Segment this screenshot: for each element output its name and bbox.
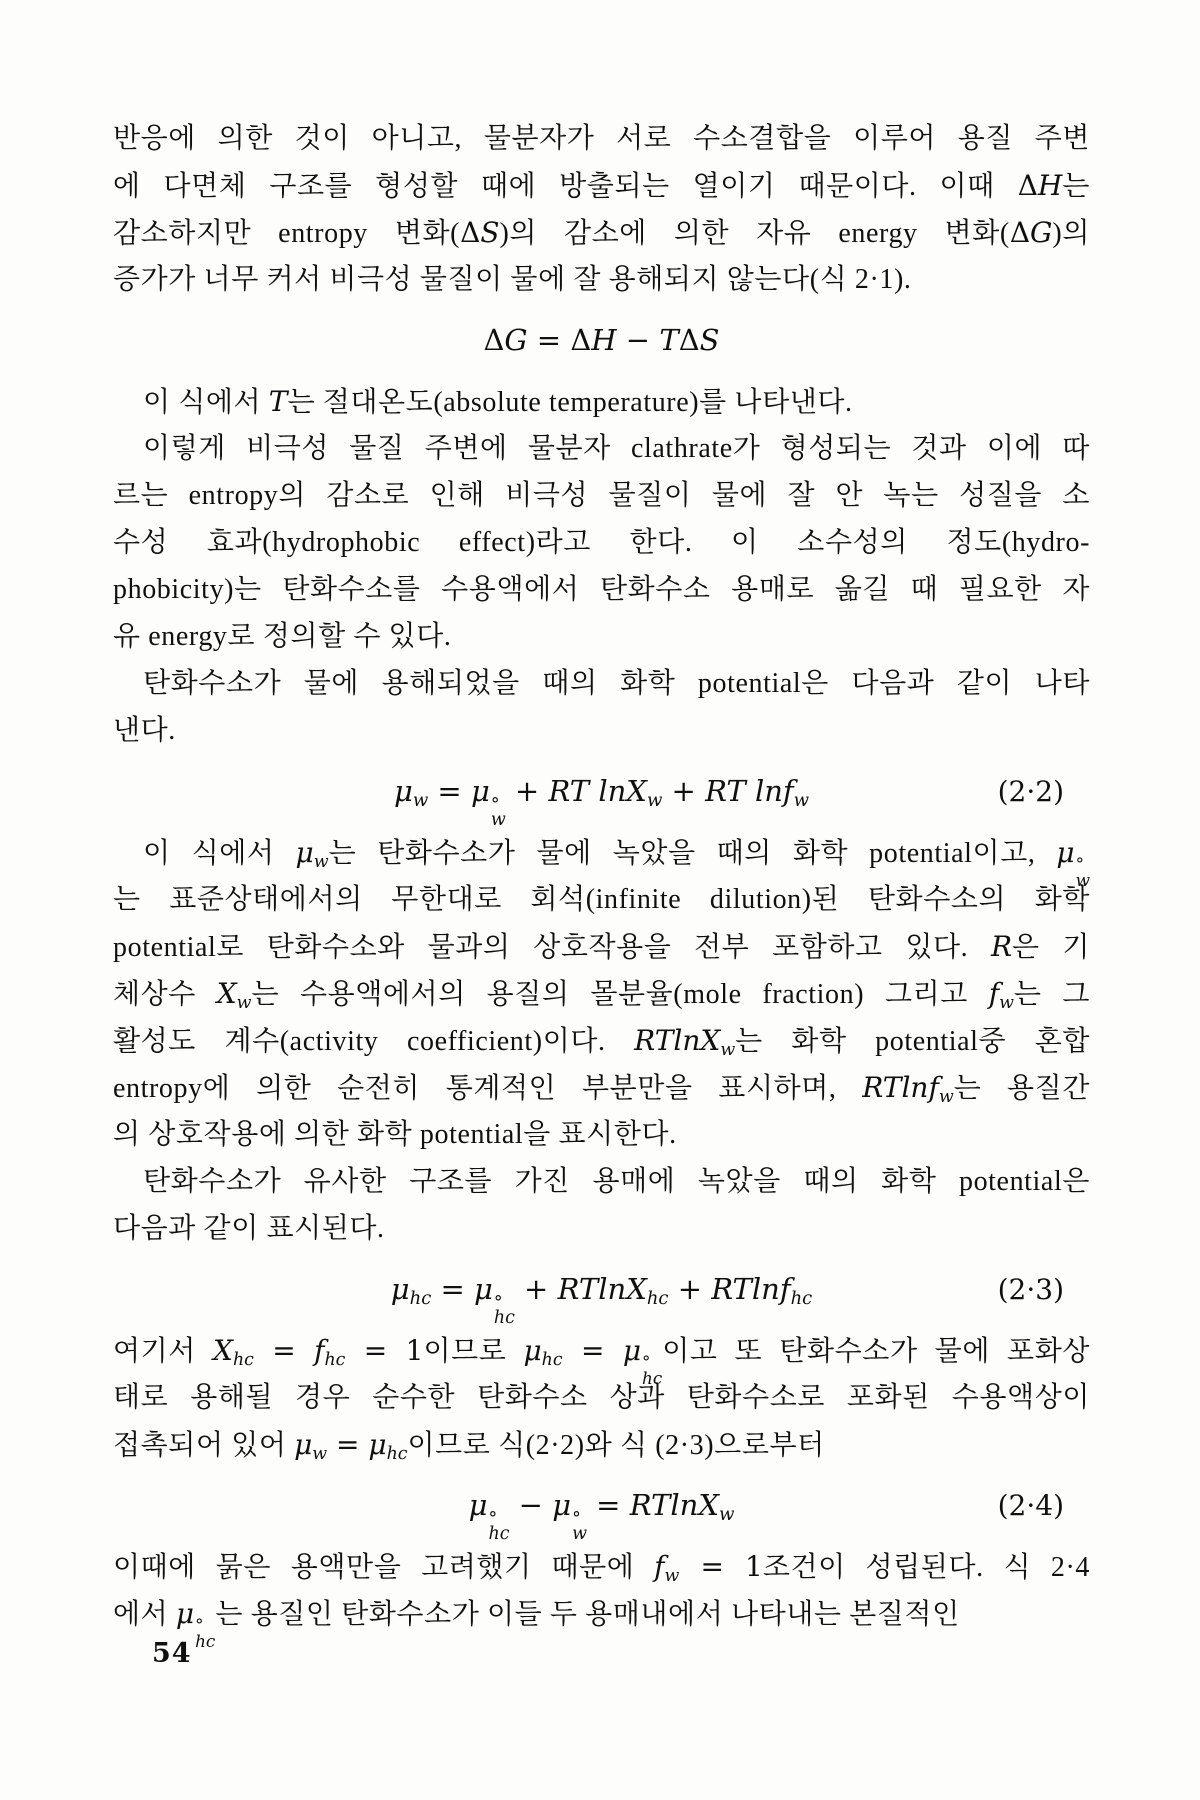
text-line: 다음과 같이 표시된다. bbox=[113, 1213, 385, 1244]
text-line: 탄화수소가 유사한 구조를 가진 용매에 녹았을 때의 화학 potential은 bbox=[143, 1166, 1090, 1197]
text-line: potential로 탄화수소와 물과의 상호작용을 전부 포함하고 있다. R은 기 bbox=[113, 930, 1090, 963]
text-line: 탄화수소가 물에 용해되었을 때의 화학 potential은 다음과 같이 나타 bbox=[143, 668, 1090, 699]
text-line: 낸다. bbox=[113, 715, 176, 746]
text-line: 태로 용해될 경우 순수한 탄화수소 상과 탄화수소로 포화된 수용액상이 bbox=[113, 1382, 1090, 1413]
text-line: 에 다면체 구조를 형성할 때에 방출되는 열이기 때문이다. 이때 ΔH는 bbox=[113, 169, 1090, 202]
text-line: 활성도 계수(activity coefficient)이다. RTlnX$_w$는 화학 potential중 혼합 bbox=[113, 1024, 1090, 1060]
page-body bbox=[113, 115, 1090, 1651]
text-line: entropy에 의한 순전히 통계적인 부분만을 표시하며, RTlnf$_w$는 용질간 bbox=[113, 1071, 1090, 1107]
text-line: 이렇게 비극성 물질 주변에 물분자 clathrate가 형성되는 것과 이에 따 bbox=[143, 433, 1090, 464]
equation-body: $\mu_{hc} = \mu$ ° hc + RTlnX$_{hc}$ + RTlnf$_{hc}$ bbox=[390, 1272, 813, 1329]
equation-number: (2·3) bbox=[997, 1273, 1064, 1306]
text-line: 에서 μ ° hc 는 용질인 탄화수소가 이들 두 용매내에서 나타내는 본질적인 bbox=[113, 1597, 960, 1651]
equation-number: (2·4) bbox=[997, 1489, 1064, 1522]
text-line: 반응에 의한 것이 아니고, 물분자가 서로 수소결합을 이루어 용질 주변 bbox=[113, 123, 1090, 154]
text-line: phobicity)는 탄화수소를 수용액에서 탄화수소 용매로 옮길 때 필요한 자 bbox=[113, 574, 1090, 605]
text-line: 이 식에서 T는 절대온도(absolute temperature)를 나타낸다. bbox=[143, 385, 853, 418]
text-line: 이 식에서 $\mu_w$는 탄화수소가 물에 녹았을 때의 화학 potential이고, μ ° w bbox=[143, 836, 1090, 890]
page-number: 54 bbox=[152, 1638, 192, 1669]
text-line: 수성 효과(hydrophobic effect)라고 한다. 이 소수성의 정도(hydro- bbox=[113, 527, 1090, 558]
text-line: 이때에 묽은 용액만을 고려했기 때문에 $f_w = 1$조건이 성립된다. 식 2·4 bbox=[113, 1550, 1090, 1586]
text-line: 여기서 $X_{hc} = f_{hc} = 1$이므로 $\mu_{hc} = \mu$ ° hc 이고 또 탄화수소가 물에 포화상 bbox=[113, 1334, 1090, 1388]
display-equation bbox=[113, 317, 1090, 364]
display-equation bbox=[113, 1482, 1090, 1545]
text-line: 르는 entropy의 감소로 인해 비극성 물질이 물에 잘 안 녹는 성질을 소 bbox=[113, 480, 1090, 511]
text-line: 증가가 너무 커서 비극성 물질이 물에 잘 용해되지 않는다(식 2·1). bbox=[113, 264, 912, 295]
display-equation bbox=[113, 768, 1090, 831]
text-line: 접촉되어 있어 $\mu_w = \mu_{hc}$이므로 식(2·2)와 식 (2·3)으로부터 bbox=[113, 1428, 825, 1464]
display-equation bbox=[113, 1266, 1090, 1329]
equation-body: ΔG = ΔH − TΔS bbox=[483, 323, 720, 357]
text-line: 의 상호작용에 의한 화학 potential을 표시한다. bbox=[113, 1119, 677, 1150]
text-line: 체상수 $X_w$는 수용액에서의 용질의 몰분율(mole fraction) 그리고 $f_w$는 그 bbox=[113, 977, 1090, 1013]
equation-number: (2·2) bbox=[997, 775, 1064, 808]
text-line: 감소하지만 entropy 변화(ΔS)의 감소에 의한 자유 energy 변화(ΔG)의 bbox=[113, 216, 1090, 249]
text-line: 유 energy로 정의할 수 있다. bbox=[113, 621, 452, 652]
equation-body: μ ° hc − μ ° w = RTlnX$_w$ bbox=[468, 1488, 735, 1545]
text-line: 는 표준상태에서의 무한대로 회석(infinite dilution)된 탄화수소의 화학 bbox=[113, 884, 1090, 915]
equation-body: $\mu_w = \mu$ ° w + RT lnX$_w$ + RT lnf$_w$ bbox=[393, 774, 810, 831]
